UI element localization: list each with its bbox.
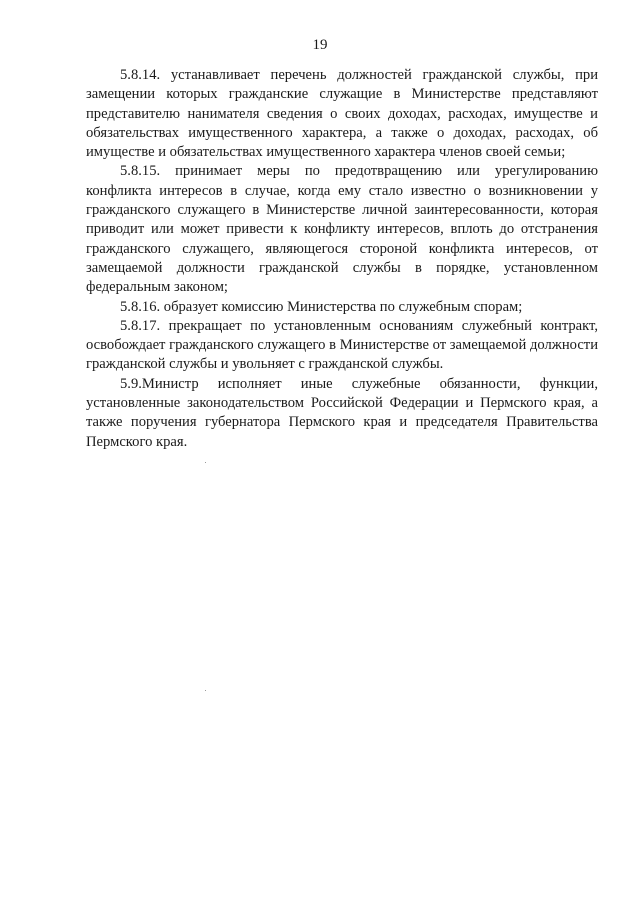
paragraph-5-8-16: 5.8.16. образует комиссию Министерства по служебным спорам; xyxy=(120,298,523,315)
page-number: 19 xyxy=(312,37,328,53)
text-body xyxy=(86,66,598,452)
scan-speck xyxy=(205,690,206,691)
paragraph-5-8-17: 5.8.17. прекращает по установленным основаниям служебный контракт, освобождает гражданского служащего в Министерстве от замещаемой должности гражданской службы и увольняет с гражданской службы. xyxy=(86,317,598,373)
scan-speck xyxy=(205,462,206,463)
paragraph-5-8-15: 5.8.15. принимает меры по предотвращению или урегулированию конфликта интересов в случае, когда ему стало известно о возникновении у гражданского служащего в Министерстве личной заинтересованности, которая приводит или может привести к конфликту интересов, вплоть до отстранения гражданского служащего, являющегося стороной конфликта интересов, от замещаемой должности гражданской службы в порядке, установленном федеральным законом; xyxy=(86,163,598,296)
paragraph-5-8-14: 5.8.14. устанавливает перечень должностей гражданской службы, при замещении которых гражданские служащие в Министерстве представляют представителю нанимателя сведения о своих доходах, расходах, имуществе и обязательствах имущественного характера, а также о доходах, расходах, об имуществе и обязательствах имущественного характера членов своей семьи; xyxy=(86,67,598,161)
paragraph-5-9: 5.9.Министр исполняет иные служебные обязанности, функции, установленные законодательством Российской Федерации и Пермского края, а также поручения губернатора Пермского края и председателя Правительства Пермского края. xyxy=(86,375,598,450)
